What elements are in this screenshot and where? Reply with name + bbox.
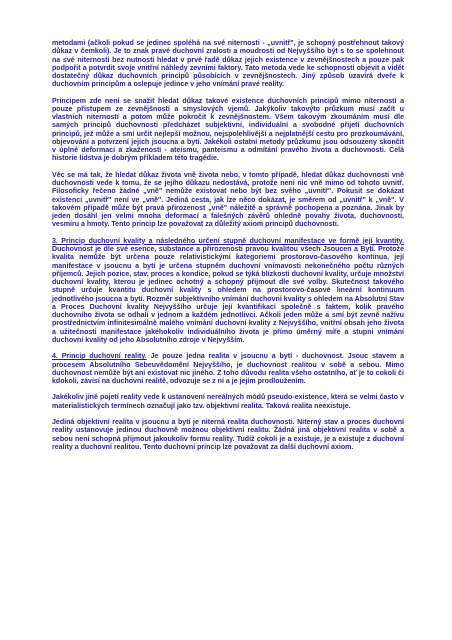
- section-heading-4: 4. Princip duchovní reality.: [52, 353, 147, 361]
- section-body-4: Je pouze jedna realita v jsoucnu a bytí - duchovnost. Jsouc stavem a procesem Absolutního Sebeuvědomění Nejvyššího, je duchovnost realitou v sobě a sebou. Mimo duchovnost nemůže být ani existovat nic jiného. Z toho důvodu realita všeho ostatního, ať je to cokoli či kdokoli, závisí na duchovní realitě, odvozuje se z ní a je jejím prodloužením.: [52, 353, 404, 385]
- paragraph-3: Věc se má tak, že hledat důkaz života vně života nebo, v tomto případě, hledat důkaz duchovnosti vně duchovnosti vede k tomu, že se jejího důkazu nedostává, protože není nic vně mimo od tohoto uvnitř. Filosoficky řečeno žádné „vně" nemůže existovat nebo být bez svého „uvnitř". Pokusit se dokázat existenci „uvnitř" není ve „vně". Jediná cesta, jak lze něco dokázat, je směrem od „uvnitř" k „vně". V takovém případě může být pravá přirozenost „vně" náležitě a správně pochopena a poznána. Jinak by jeden dosáhl jen velmi mnoha deformací a falešných závěrů ohledně povahy života, duchovnosti, vesmíru a hmoty. Tento princip lze považovat za důležitý axiom principů duchovnosti.: [52, 171, 404, 229]
- paragraph-4: [52, 238, 404, 345]
- section-heading-3: 3. Princip duchovní kvality a následného určení stupně duchovní manifestace ve formě její kvantity.: [52, 237, 404, 245]
- paragraph-7: Jediná objektivní realita v jsoucnu a bytí je niterná realita duchovnosti. Niterný stav a proces duchovní reality ustanovuje jedinou duchovně možnou objektivní realitu. Žádná jiná objektivní realita v sobě a sebou není schopná přijmout jakoukoliv formu reality. Tudíž cokoli je a existuje, je a existuje z duchovní reality a duchovní realitou. Tento duchovní princip lze považovat za další duchovní axiom.: [52, 419, 404, 451]
- document-page: [52, 40, 404, 460]
- paragraph-2: Principem zde není se snažit hledat důkaz takové existence duchovních principů mimo niterností a pouze přístupem ze zevnějšností a smyslových vjemů. Jakýkoliv takovýto průzkum musí začít u vlastních niterností a potom může pokročit k zevnějšnostem. Všem takovým zkoumáním musí dle samých principů duchovnosti předcházet subjektivní, individuální a svobodné přijetí duchovních principů, jež může a smí určit nejlepší možnou, nejspolehlivější a nejplatnější cestu pro prozkoumávání, objevování a potvrzení jejich jsoucna a bytí. Jakékoli ostatní metody průzkumu jsou odsouzeny skončit v úplné deformaci a zkaženosti - ateismu, panteismu a odmítání pravého života a duchovnosti. Celá historie lidstva je dobrým příkladem této tragédie.: [52, 97, 404, 163]
- paragraph-6: Jakékoliv jiné pojetí reality vede k ustanovení nereálných módů pseudo-existence, která se velmi často v materialistických termínech označují jako tzv. objektivní realita. Taková realita neexistuje.: [52, 394, 404, 410]
- paragraph-5: [52, 353, 404, 386]
- section-body-3: Duchovnost je dle své esence, substance a přirozenosti pravou kvalitou všech Jsoucen a Bytí. Protože kvalita nemůže být určena pouze relativistickými kategoriemi prostorovo-časového kontinua, její manifestace v jsoucnu a bytí je určena stupněm duchovní vnímavosti nekonečného počtu různých příjemců. Jejich pozice, stav, proces a kondice, pokud se týká blízkosti duchovní kvality, určuje množství duchovní kvality, kterou je jedinec ochotný a schopný přijmout dle své volby. Skutečnost takového stupně určuje kvantitu duchovní kvality s ohledem na prostorovo-časové lineární kontinuum jednotlivého jsoucna a bytí. Rozměr subjektivního vnímání duchovní kvality s ohledem na Absolutní Stav a Proces Duchovní kvality Nejvyššího určuje její kvantifikaci společně s faktem, kolik pravého duchovního života se odhalí v jednom a každém jednotlivci. Ačkoli jeden může a smí být zevně nažívu prostřednictvím infinitesimálně malého vnímání duchovní kvality z Nejvyššího, vnitřní obsah jeho života a užitečnosti manifestace jakéhokoliv individuálního života je přímo úměrný míře a stupni vnímání duchovní kvality od jeho Absolutního zdroje v Nejvyšším.: [52, 246, 404, 344]
- paragraph-1: metodami (ačkoli pokud se jedinec spoléhá na své niternosti - „uvnitř", je schopný postřehnout takový důkaz v čemkoli). Je to znak pravé duchovní zralosti a moudrosti od Nejvyššího být s to se spolehnout na své niternosti bez nutnosti hledat v prvé řadě důkaz jejich existence v zevnějšnostech a pouze pak podpořit a potvrdit svoje vnitřní náhledy zevními faktory. Tato metoda vede ke schopnosti objevit a vidět dostatečný důkaz duchovních principů působících v zevnějšnostech. Jiný způsob uzavírá dveře k duchovním principům a oslepuje jedince v jeho vnímání pravé reality.: [52, 40, 404, 89]
